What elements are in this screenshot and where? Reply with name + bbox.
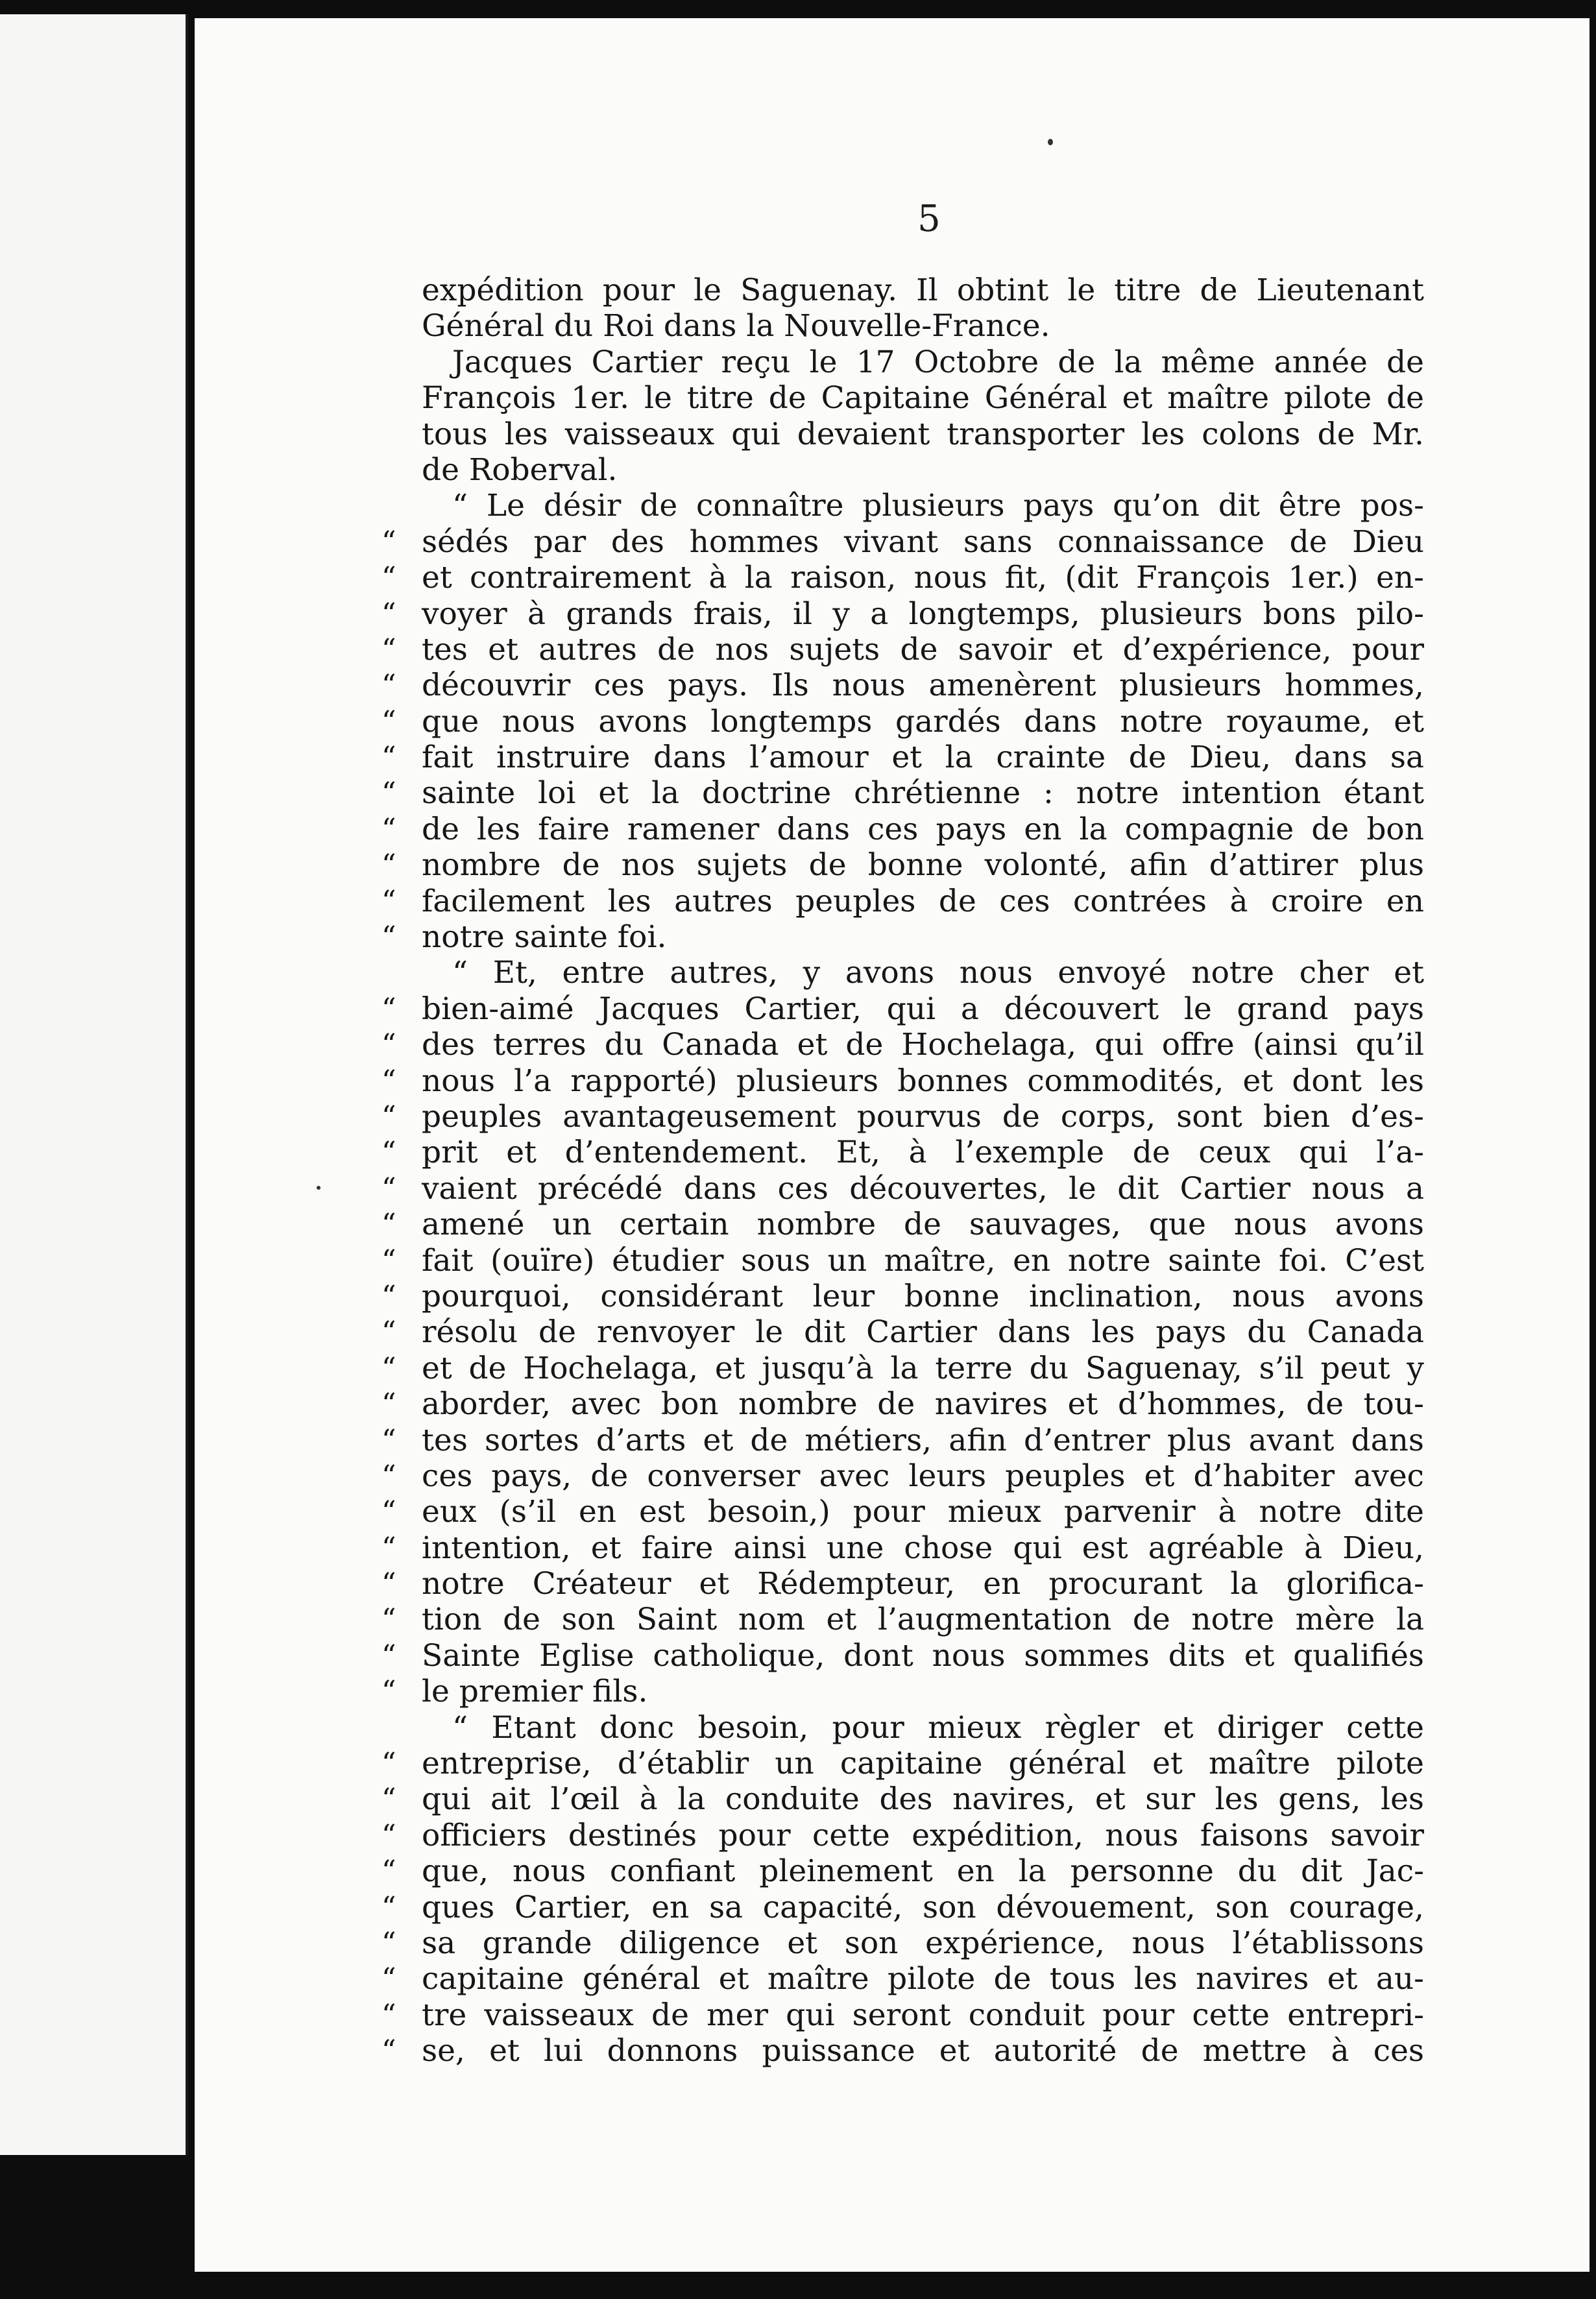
- text-line: [381, 740, 1424, 776]
- line-text: Sainte Eglise catholique, dont nous sommes dits et qualifiés: [422, 1637, 1424, 1674]
- line-text: de les faire ramener dans ces pays en la compagnie de bon: [422, 811, 1424, 847]
- text-line: [381, 560, 1424, 596]
- text-line: [381, 596, 1424, 632]
- quote-mark: “: [381, 1388, 396, 1421]
- quote-mark: “: [381, 921, 396, 954]
- line-text: sa grande diligence et son expérience, nous l’établissons: [422, 1925, 1424, 1961]
- ink-speck: [1048, 139, 1053, 145]
- quote-mark: “: [381, 1855, 396, 1888]
- line-text: entreprise, d’établir un capitaine général et maître pilote: [422, 1746, 1424, 1782]
- text-line: [381, 1278, 1424, 1314]
- line-text: tes et autres de nos sujets de savoir et d’expérience, pour: [422, 631, 1424, 668]
- text-line: [381, 1422, 1424, 1458]
- line-text: intention, et faire ainsi une chose qui est agréable à Dieu,: [422, 1530, 1424, 1566]
- text-line: [422, 488, 1424, 524]
- text-line: [381, 1925, 1424, 1961]
- text-line: [381, 1314, 1424, 1351]
- text-line: [381, 1530, 1424, 1566]
- line-text: “ Le désir de connaître plusieurs pays qu’on dit être pos-: [422, 488, 1424, 524]
- text-line: [381, 1098, 1424, 1135]
- quote-mark: “: [381, 741, 396, 775]
- quote-mark: “: [381, 2034, 396, 2068]
- quote-mark: “: [381, 1459, 396, 1493]
- quote-mark: “: [381, 1567, 396, 1601]
- text-line: [381, 1494, 1424, 1530]
- line-text: pourquoi, considérant leur bonne inclination, nous avons: [422, 1278, 1424, 1314]
- line-text: Jacques Cartier reçu le 17 Octobre de la même année de: [422, 344, 1424, 380]
- text-line: [381, 1746, 1424, 1782]
- line-text: “ Et, entre autres, y avons nous envoyé notre cher et: [422, 955, 1424, 991]
- body-text: [381, 272, 1424, 2069]
- line-text: prit et d’entendement. Et, à l’exemple de ceux qui l’a-: [422, 1135, 1424, 1171]
- line-text: tous les vaisseaux qui devaient transporter les colons de Mr.: [422, 416, 1424, 452]
- quote-mark: “: [381, 1495, 396, 1529]
- quote-mark: “: [381, 1172, 396, 1205]
- page-number: 5: [917, 198, 941, 240]
- quote-mark: “: [381, 1136, 396, 1170]
- quote-mark: “: [381, 1208, 396, 1242]
- quote-mark: “: [381, 561, 396, 595]
- quote-mark: “: [381, 1064, 396, 1098]
- quote-mark: “: [381, 1998, 396, 2032]
- quote-mark: “: [381, 884, 396, 918]
- quote-mark: “: [381, 1423, 396, 1457]
- quote-mark: “: [381, 597, 396, 631]
- line-text: fait instruire dans l’amour et la crainte de Dieu, dans sa: [422, 740, 1424, 776]
- text-line: [381, 1961, 1424, 1997]
- quote-mark: “: [381, 1675, 396, 1709]
- line-text: notre sainte foi.: [422, 919, 667, 956]
- line-text: aborder, avec bon nombre de navires et d’hommes, de tou-: [422, 1386, 1424, 1423]
- line-text: expédition pour le Saguenay. Il obtint le titre de Lieutenant: [422, 272, 1424, 308]
- text-line: [422, 452, 1424, 488]
- text-line: [381, 1170, 1424, 1207]
- line-text: officiers destinés pour cette expédition, nous faisons savoir: [422, 1817, 1424, 1853]
- line-text: Général du Roi dans la Nouvelle-France.: [422, 308, 1050, 344]
- line-text: notre Créateur et Rédempteur, en procurant la glorifica-: [422, 1566, 1424, 1602]
- text-line: [381, 631, 1424, 668]
- text-line: [422, 1710, 1424, 1746]
- text-line: [381, 1063, 1424, 1099]
- text-line: [381, 883, 1424, 919]
- quote-mark: “: [381, 1603, 396, 1637]
- text-line: [381, 703, 1424, 740]
- line-text: tre vaisseaux de mer qui seront conduit pour cette entrepri-: [422, 1997, 1424, 2033]
- line-text: et de Hochelaga, et jusqu’à la terre du Saguenay, s’il peut y: [422, 1350, 1424, 1386]
- text-line: [381, 1207, 1424, 1243]
- text-line: [381, 668, 1424, 704]
- text-line: [381, 811, 1424, 847]
- line-text: peuples avantageusement pourvus de corps, sont bien d’es-: [422, 1098, 1424, 1135]
- quote-mark: “: [381, 1100, 396, 1133]
- text-line: [381, 1350, 1424, 1386]
- quote-mark: “: [381, 669, 396, 703]
- quote-mark: “: [381, 1747, 396, 1781]
- line-text: facilement les autres peuples de ces contrées à croire en: [422, 883, 1424, 919]
- text-line: [381, 1997, 1424, 2033]
- text-line: [381, 1242, 1424, 1279]
- text-line: [381, 524, 1424, 560]
- line-text: bien-aimé Jacques Cartier, qui a découvert le grand pays: [422, 991, 1424, 1027]
- text-line: [381, 919, 1424, 956]
- line-text: découvrir ces pays. Ils nous amenèrent plusieurs hommes,: [422, 668, 1424, 704]
- text-line: [381, 1386, 1424, 1423]
- quote-mark: “: [381, 1244, 396, 1277]
- line-text: nous l’a rapporté) plusieurs bonnes commodités, et dont les: [422, 1063, 1424, 1099]
- text-line: [381, 1674, 1424, 1710]
- line-text: vaient précédé dans ces découvertes, le dit Cartier nous a: [422, 1170, 1424, 1207]
- quote-mark: “: [381, 992, 396, 1026]
- line-text: voyer à grands frais, il y a longtemps, plusieurs bons pilo-: [422, 596, 1424, 632]
- text-line: [381, 1637, 1424, 1674]
- text-line: [381, 1889, 1424, 1925]
- text-line: [381, 847, 1424, 884]
- text-line: [381, 1781, 1424, 1818]
- line-text: et contrairement à la raison, nous fit, (dit François 1er.) en-: [422, 560, 1424, 596]
- line-text: fait (ouïre) étudier sous un maître, en notre sainte foi. C’est: [422, 1242, 1424, 1279]
- text-line: [422, 272, 1424, 308]
- text-line: [422, 308, 1424, 344]
- quote-mark: “: [381, 776, 396, 810]
- quote-mark: “: [381, 704, 396, 738]
- text-line: [381, 1602, 1424, 1638]
- quote-mark: “: [381, 1890, 396, 1924]
- line-text: que, nous confiant pleinement en la personne du dit Jac-: [422, 1853, 1424, 1890]
- text-line: [381, 1458, 1424, 1494]
- line-text: capitaine général et maître pilote de tous les navires et au-: [422, 1961, 1424, 1997]
- text-line: [381, 775, 1424, 812]
- line-text: le premier fils.: [422, 1674, 648, 1710]
- line-text: résolu de renvoyer le dit Cartier dans les pays du Canada: [422, 1314, 1424, 1351]
- quote-mark: “: [381, 1926, 396, 1960]
- quote-mark: “: [381, 1818, 396, 1852]
- quote-mark: “: [381, 1316, 396, 1349]
- line-text: sédés par des hommes vivant sans connaissance de Dieu: [422, 524, 1424, 560]
- text-line: [422, 344, 1424, 380]
- quote-mark: “: [381, 1962, 396, 1996]
- text-line: [381, 1817, 1424, 1853]
- quote-mark: “: [381, 1531, 396, 1565]
- quote-mark: “: [381, 525, 396, 559]
- line-text: François 1er. le titre de Capitaine Général et maître pilote de: [422, 380, 1424, 416]
- quote-mark: “: [381, 1639, 396, 1672]
- line-text: “ Etant donc besoin, pour mieux règler et diriger cette: [422, 1709, 1424, 1746]
- line-text: que nous avons longtemps gardés dans notre royaume, et: [422, 703, 1424, 740]
- line-text: de Roberval.: [422, 451, 618, 488]
- ink-speck: [317, 1186, 320, 1190]
- text-line: [422, 955, 1424, 991]
- text-line: [381, 2033, 1424, 2069]
- line-text: qui ait l’œil à la conduite des navires, et sur les gens, les: [422, 1781, 1424, 1818]
- quote-mark: “: [381, 812, 396, 846]
- quote-mark: “: [381, 1783, 396, 1816]
- quote-mark: “: [381, 632, 396, 666]
- line-text: tion de son Saint nom et l’augmentation de notre mère la: [422, 1602, 1424, 1638]
- line-text: nombre de nos sujets de bonne volonté, afin d’attirer plus: [422, 847, 1424, 884]
- quote-mark: “: [381, 1351, 396, 1385]
- text-line: [381, 1027, 1424, 1063]
- line-text: des terres du Canada et de Hochelaga, qui offre (ainsi qu’il: [422, 1027, 1424, 1063]
- line-text: eux (s’il en est besoin,) pour mieux parvenir à notre dite: [422, 1494, 1424, 1530]
- line-text: se, et lui donnons puissance et autorité de mettre à ces: [422, 2033, 1424, 2069]
- line-text: tes sortes d’arts et de métiers, afin d’entrer plus avant dans: [422, 1422, 1424, 1458]
- text-line: [381, 1853, 1424, 1890]
- text-line: [381, 1566, 1424, 1602]
- quote-mark: “: [381, 1028, 396, 1062]
- line-text: ces pays, de converser avec leurs peuples et d’habiter avec: [422, 1458, 1424, 1494]
- quote-mark: “: [381, 849, 396, 882]
- text-line: [381, 1135, 1424, 1171]
- text-line: [381, 991, 1424, 1027]
- text-line: [422, 416, 1424, 452]
- line-text: sainte loi et la doctrine chrétienne : notre intention étant: [422, 775, 1424, 812]
- facing-page-edge: [0, 14, 188, 2155]
- line-text: ques Cartier, en sa capacité, son dévouement, son courage,: [422, 1889, 1424, 1925]
- text-line: [422, 380, 1424, 416]
- line-text: amené un certain nombre de sauvages, que nous avons: [422, 1207, 1424, 1243]
- quote-mark: “: [381, 1279, 396, 1313]
